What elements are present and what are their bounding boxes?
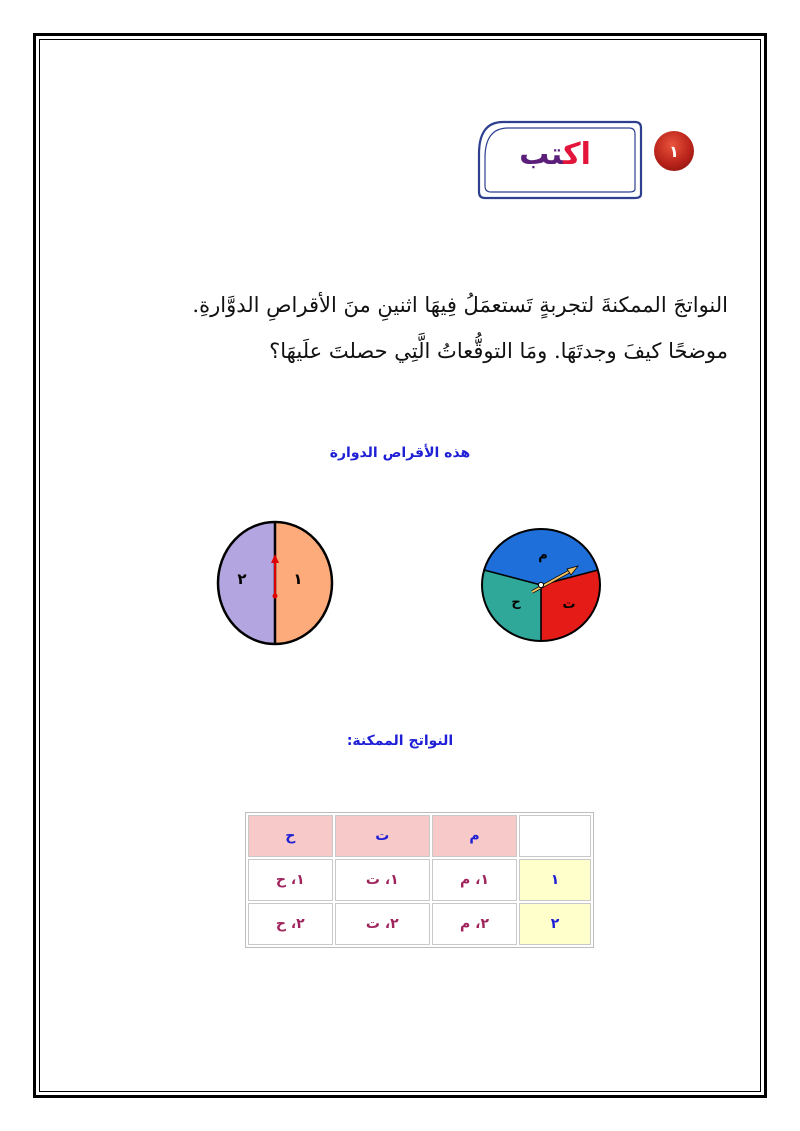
exercise-number: ١ [669,141,679,161]
table-header-row [248,815,591,857]
question-text [80,282,728,374]
table-cell: ٢، ت [335,903,430,945]
question-line-2: موضحًا كيفَ وجدتَهَا. ومَا التوقُّعاتُ الَّتِي حصلتَ علَيهَا؟ [269,339,728,363]
column-header: م [432,815,517,857]
spinner-label-h: ح [511,595,521,610]
row-header: ٢ [519,903,591,945]
table-row [248,903,591,945]
column-header: ح [248,815,333,857]
disks-heading: هذه الأقراص الدوارة [329,445,471,461]
table-cell: ١، م [432,859,517,901]
spinner-label-t: ت [562,597,576,612]
spinner-label-2: ٢ [237,570,247,588]
exercise-number-badge [654,131,694,171]
table-cell: ١، ت [335,859,430,901]
title-part-2: تب [519,137,564,172]
table-corner-cell [519,815,591,857]
exercise-title [480,132,630,178]
outcomes-heading: النواتج الممكنة: [346,733,454,749]
table-cell: ١، ح [248,859,333,901]
spinner-label-1: ١ [293,570,303,588]
outcomes-table [245,812,594,948]
letter-spinner [478,526,606,644]
title-part-1: اك [563,137,591,172]
table-cell: ٢، ح [248,903,333,945]
table-row [248,859,591,901]
number-spinner [210,518,340,648]
spinner-half-1 [275,522,332,644]
table-cell: ٢، م [432,903,517,945]
spinner-label-m: م [538,548,548,563]
row-header: ١ [519,859,591,901]
column-header: ت [335,815,430,857]
question-line-1: النواتجَ الممكنةَ لتجربةٍ تَستعمَلُ فِيهَا اثنينِ منَ الأقراصِ الدوَّارةِ. [192,293,728,317]
